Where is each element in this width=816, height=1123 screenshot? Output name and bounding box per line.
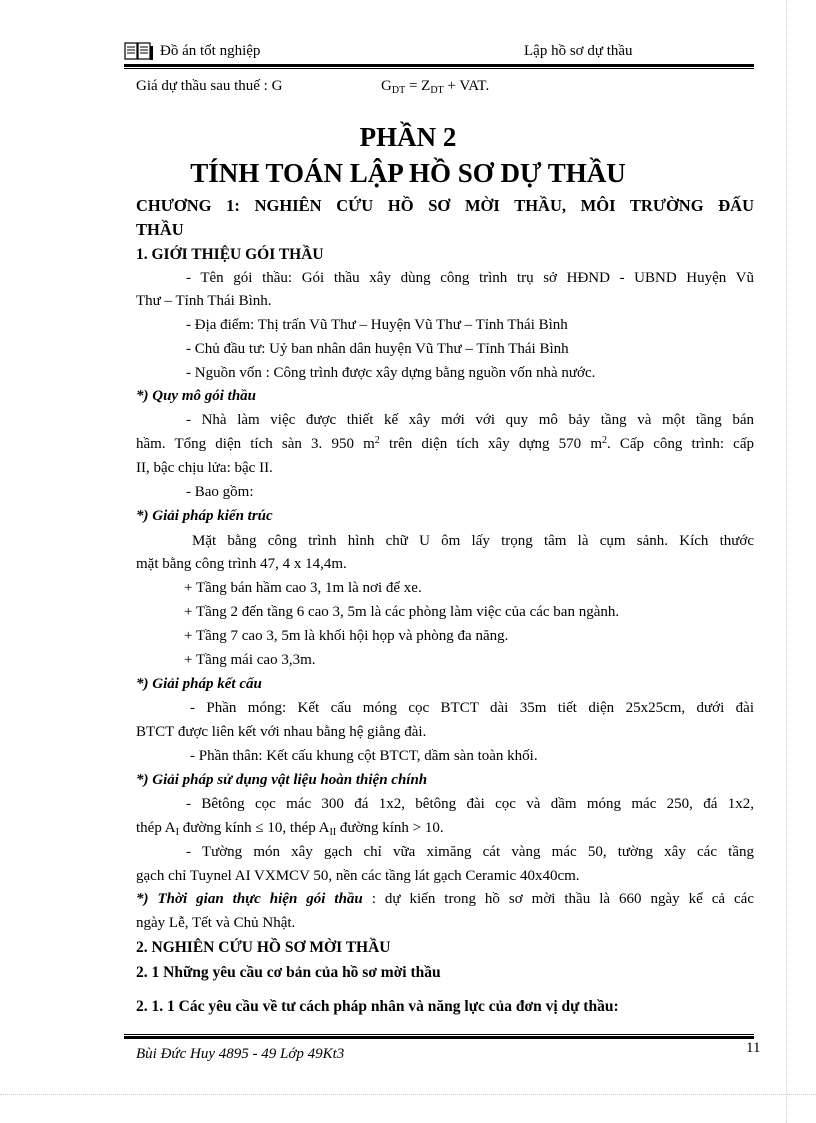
- section-2-heading: 2. NGHIÊN CỨU HỒ SƠ MỜI THẦU: [136, 939, 391, 956]
- structure-line3: - Phần thân: Kết cấu khung cột BTCT, dầm sàn toàn khối.: [190, 748, 538, 764]
- architecture-line1: Mặt bằng công trình hình chữ U ôm lấy trọng tâm là cụm sảnh. Kích thước: [192, 533, 754, 549]
- time-line2: ngày Lễ, Tết và Chủ Nhật.: [136, 915, 296, 931]
- section-2-1-heading: 2. 1 Những yêu cầu cơ bản của hồ sơ mời thầu: [136, 964, 441, 981]
- page-edge-horizontal: [0, 1094, 816, 1096]
- scale-line2: hầm. Tổng diện tích sàn 3. 950 $m^2$ trên diện tích xây dựng 570 $m^2$. Cấp công trình: cấp: [136, 435, 754, 452]
- formula-label: Giá dự thầu sau thuế : G: [136, 78, 283, 94]
- structure-line1: - Phần móng: Kết cấu móng cọc BTCT dài 35m tiết diện 25x25cm, dưới đài: [190, 700, 754, 716]
- structure-heading: *) Giải pháp kết cấu: [136, 676, 262, 692]
- page-edge-vertical: [786, 0, 788, 1123]
- floor-item-1: + Tầng bán hầm cao 3, 1m là nơi để xe.: [184, 580, 422, 596]
- floor-item-4: + Tầng mái cao 3,3m.: [184, 652, 316, 668]
- funding-line: - Nguồn vốn : Công trình được xây dựng bằng nguồn vốn nhà nước.: [186, 365, 596, 381]
- book-icon: [124, 40, 154, 62]
- chapter-heading-line1: CHƯƠNG 1: NGHIÊN CỨU HỒ SƠ MỜI THẦU, MÔI TRƯỜNG ĐẤU: [136, 196, 754, 215]
- section-1-heading: 1. GIỚI THIỆU GÓI THẦU: [136, 246, 324, 263]
- section-2-1-1-heading: 2. 1. 1 Các yêu cầu về tư cách pháp nhân và năng lực của đơn vị dự thầu:: [136, 998, 619, 1015]
- scale-includes: - Bao gồm:: [186, 484, 254, 500]
- floor-item-3: + Tầng 7 cao 3, 5m là khối hội họp và phòng đa năng.: [184, 628, 509, 644]
- materials-line4: gạch chỉ Tuynel AI VXMCV 50, nền các tầng lát gạch Ceramic 40x40cm.: [136, 868, 580, 884]
- header-right-text: Lập hồ sơ dự thầu: [524, 43, 633, 59]
- footer-rule: [124, 1034, 754, 1035]
- materials-line2: thép $A_I$ đường kính ≤ 10, thép $A_{II}$ đường kính > 10.: [136, 820, 444, 838]
- footer-author: Bùi Đức Huy 4895 - 49 Lớp 49Kt3: [136, 1046, 345, 1062]
- header-rule: [124, 64, 754, 67]
- architecture-heading: *) Giải pháp kiến trúc: [136, 508, 273, 524]
- page-number: 11: [746, 1040, 761, 1056]
- architecture-line2: mặt bằng công trình 47, 4 x 14,4m.: [136, 556, 347, 572]
- location-line: - Địa điểm: Thị trấn Vũ Thư – Huyện Vũ Thư – Tỉnh Thái Bình: [186, 317, 568, 333]
- formula-expression: $G_{DT} = Z_{DT}$ + VAT.: [381, 78, 490, 96]
- header-left-text: Đồ án tốt nghiệp: [160, 43, 261, 59]
- materials-line1: - Bêtông cọc mác 300 đá 1x2, bêtông đài cọc và dầm móng mác 250, đá 1x2,: [186, 796, 754, 812]
- scale-line1: - Nhà làm việc được thiết kế xây mới với quy mô bảy tầng và một tầng bán: [186, 412, 754, 428]
- header-logo: [124, 40, 154, 62]
- header-rule-thin: [124, 68, 754, 69]
- main-title: TÍNH TOÁN LẬP HỒ SƠ DỰ THẦU: [190, 158, 626, 188]
- scale-line3: II, bậc chịu lửa: bậc II.: [136, 460, 273, 476]
- investor-line: - Chủ đầu tư: Uỷ ban nhân dân huyện Vũ Thư – Tỉnh Thái Bình: [186, 341, 569, 357]
- structure-line2: BTCT được liên kết với nhau bằng hệ giằng đài.: [136, 724, 427, 740]
- floor-item-2: + Tầng 2 đến tầng 6 cao 3, 5m là các phòng làm việc của các ban ngành.: [184, 604, 620, 620]
- bid-name-line1: - Tên gói thầu: Gói thầu xây dùng công trình trụ sở HĐND - UBND Huyện Vũ: [186, 270, 754, 286]
- part-title: PHẦN 2: [359, 122, 457, 152]
- materials-heading: *) Giải pháp sử dụng vật liệu hoàn thiện chính: [136, 772, 428, 788]
- footer-rule-thick: [124, 1036, 754, 1039]
- time-heading: *) Thời gian thực hiện gói thầu: [136, 891, 363, 907]
- scale-heading: *) Quy mô gói thầu: [136, 388, 257, 404]
- time-line1: *) Thời gian thực hiện gói thầu : dự kiến trong hồ sơ mời thầu là 660 ngày kể cả các: [136, 891, 754, 907]
- chapter-heading-line2: THẦU: [136, 220, 184, 239]
- bid-name-line2: Thư – Tỉnh Thái Bình.: [136, 293, 272, 309]
- materials-line3: - Tường món xây gạch chỉ vữa ximăng cát vàng mác 50, tường xây các tầng: [186, 844, 754, 860]
